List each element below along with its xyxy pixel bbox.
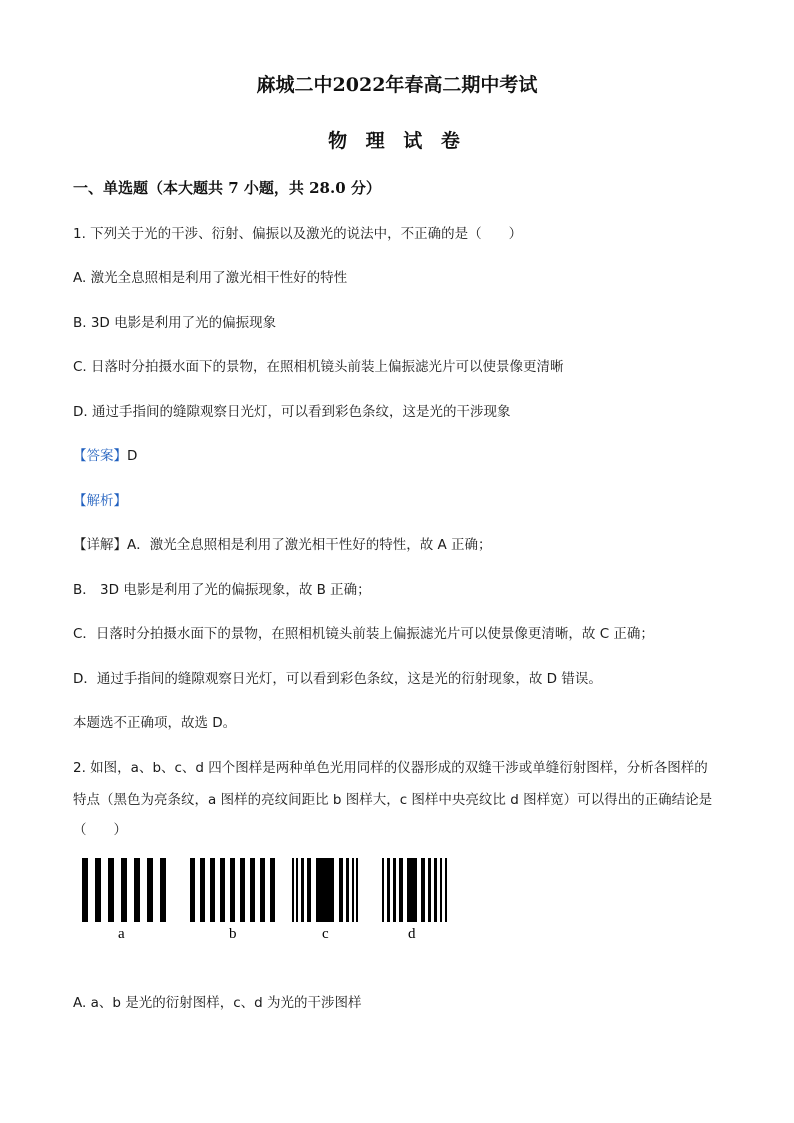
pattern-label-a: a xyxy=(118,926,125,942)
section-heading: 一、单选题（本大题共 7 小题，共 28.0 分） xyxy=(73,179,381,197)
analysis-tag: 【解析】 xyxy=(73,493,127,509)
detail-tag: 【详解】 xyxy=(73,537,127,553)
exam-subtitle: 物 理 试 卷 xyxy=(328,130,466,152)
detail-b: B． 3D 电影是利用了光的偏振现象，故 B 正确； xyxy=(73,582,371,598)
exam-title: 麻城二中2022年春高二期中考试 xyxy=(256,74,538,96)
detail-c: C．日落时分拍摄水面下的景物，在照相机镜头前装上偏振滤光片可以使景像更清晰，故 C 正确； xyxy=(73,626,654,642)
question-1-stem: 1. 下列关于光的干涉、衍射、偏振以及激光的说法中，不正确的是（ ） xyxy=(73,226,523,242)
question-1-option-b: B. 3D 电影是利用了光的偏振现象 xyxy=(73,315,277,331)
pattern-d xyxy=(382,858,447,922)
pattern-label-d: d xyxy=(408,926,416,942)
pattern-a xyxy=(82,858,166,922)
pattern-b xyxy=(190,858,275,922)
question-2-stem-line3: （ ） xyxy=(73,822,127,838)
detail-a: A．激光全息照相是利用了激光相干性好的特性，故 A 正确； xyxy=(127,537,492,553)
pattern-label-c: c xyxy=(322,926,329,942)
detail-d: D．通过手指间的缝隙观察日光灯，可以看到彩色条纹，这是光的衍射现象，故 D 错误。 xyxy=(73,671,602,687)
pattern-label-b: b xyxy=(229,926,237,942)
question-1-option-d: D. 通过手指间的缝隙观察日光灯，可以看到彩色条纹，这是光的干涉现象 xyxy=(73,404,511,420)
question-2-stem-line2: 特点（黑色为亮条纹，a 图样的亮纹间距比 b 图样大，c 图样中央亮纹比 d 图样宽）可以得出的正确结论是 xyxy=(73,792,713,808)
question-1-option-c: C. 日落时分拍摄水面下的景物，在照相机镜头前装上偏振滤光片可以使景像更清晰 xyxy=(73,359,564,375)
question-1-option-a: A. 激光全息照相是利用了激光相干性好的特性 xyxy=(73,270,348,286)
question-2-option-a: A. a、b 是光的衍射图样，c、d 为光的干涉图样 xyxy=(73,995,362,1011)
answer-value: D xyxy=(127,448,138,464)
conclusion: 本题选不正确项，故选 D。 xyxy=(73,715,237,731)
pattern-c xyxy=(292,858,358,922)
question-2-stem-line1: 2. 如图，a、b、c、d 四个图样是两种单色光用同样的仪器形成的双缝干涉或单缝衍射图样，分析各图样的 xyxy=(73,760,708,776)
answer-tag: 【答案】 xyxy=(73,448,127,464)
